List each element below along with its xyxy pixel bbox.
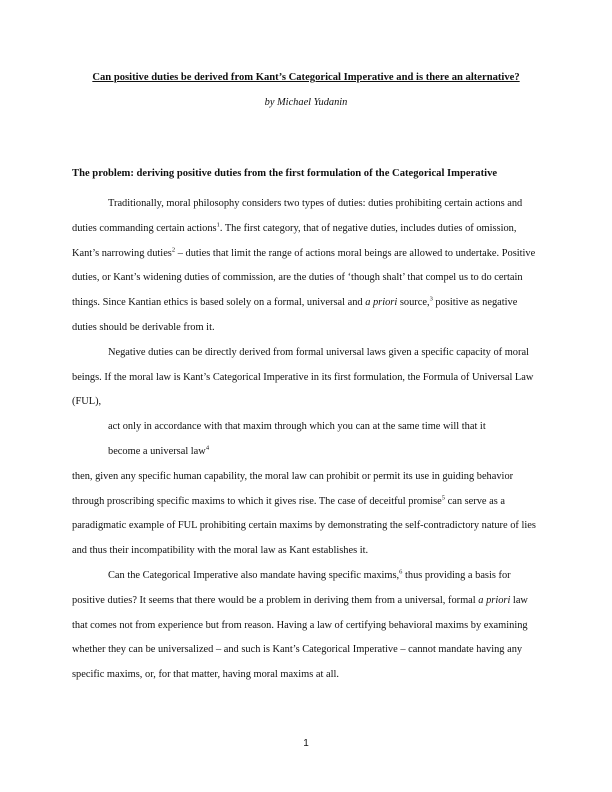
text-run: . The first category, that of negative duties, includes duties of omission, Kant’s narrowing duties — [72, 222, 517, 259]
text-run: Traditionally, moral philosophy considers two types of duties: duties prohibiting certain actions and duties commanding certain actions — [72, 198, 523, 234]
footnote-ref-5[interactable]: 5 — [441, 494, 445, 502]
footnote-ref-4[interactable]: 4 — [205, 444, 210, 452]
footnote-ref-3[interactable]: 3 — [429, 295, 433, 303]
emphasis-a-priori: a priori — [365, 297, 398, 309]
block-quote — [108, 415, 508, 465]
text-run: then, given any specific human capability, the moral law can prohibit or permit its use in guiding behavior through proscribing specific maxims to which it gives rise. The case of deceitful promise — [72, 470, 514, 507]
section-heading: The problem: deriving positive duties from the first formulation of the Categorical Imperative — [72, 168, 498, 179]
quote-text: act only in accordance with that maxim through which you can at the same time will that it become a universal law — [108, 421, 486, 457]
text-run: positive as negative duties should be derivable from it. — [72, 297, 518, 333]
paper-title: Can positive duties be derived from Kant’s Categorical Imperative and is there an alternative? — [92, 72, 520, 83]
paragraph-3 — [72, 465, 542, 564]
paragraph-4 — [72, 564, 542, 688]
text-run: Can the Categorical Imperative also mandate having specific maxims, — [108, 569, 400, 581]
paragraph-1 — [72, 192, 542, 341]
text-run: thus providing a basis for positive duties? It seems that there would be a problem in deriving them from a universal, formal — [72, 569, 511, 606]
footnote-ref-6[interactable]: 6 — [399, 568, 403, 576]
footnote-ref-1[interactable]: 1 — [216, 221, 220, 229]
text-run: – duties that limit the range of actions moral beings are allowed to undertake. Positive duties, or Kant’s widening duties of commission, are the duties of ‘though shalt’ that compel us to do certain things. Since Kantian ethics is based solely on a formal, universal and — [72, 247, 536, 309]
footnote-ref-2[interactable]: 2 — [171, 246, 176, 254]
body-text — [72, 192, 542, 688]
text-run: can serve as a paradigmatic example of FUL prohibiting certain maxims by demonstrating the self-contradictory nature of lies and thus their incompatibility with the moral law as Kant establishes it. — [72, 495, 536, 557]
text-run: law that comes not from experience but from reason. Having a law of certifying behavioral maxims by examining whether they can be universalized – and such is Kant’s Categorical Imperative – cannot mandate having any specific maxims, or, for that matter, having moral maxims at all. — [72, 594, 528, 681]
page-number: 1 — [303, 738, 309, 749]
author-line: by Michael Yudanin — [264, 97, 348, 108]
text-run: source, — [397, 297, 430, 309]
emphasis-a-priori: a priori — [478, 594, 511, 606]
paragraph-2: Negative duties can be directly derived from formal universal laws given a specific capacity of moral beings. If the moral law is Kant’s Categorical Imperative in its first formulation, the Formula of Universal Law (FUL), — [72, 346, 534, 408]
